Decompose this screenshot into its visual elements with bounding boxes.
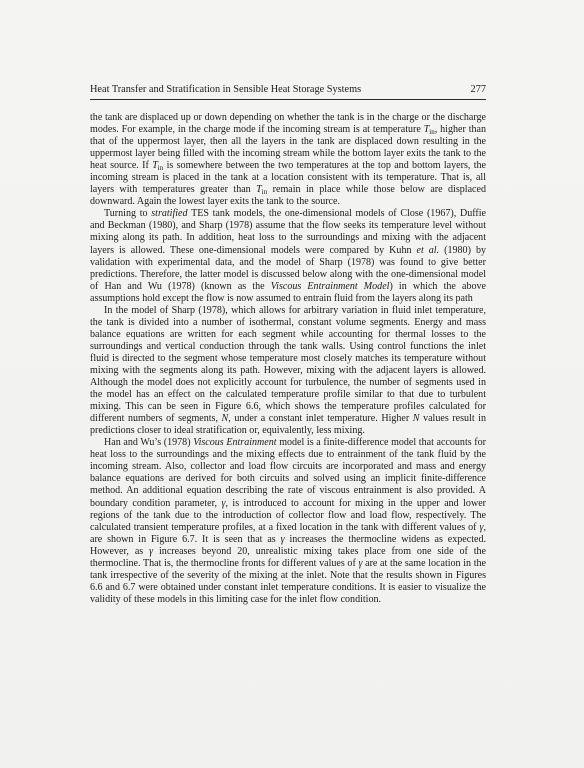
text-run: (1980) by validation with experimental data, and the model of Sharp (1978) was found to give better predictions. Therefore, the latter model is discussed below along with the one-dimensional model of Han and Wu (1978) (known as the <box>90 244 486 292</box>
text-run: values result in predictions closer to ideal stratification or, equivalently, less mixing. <box>90 413 487 437</box>
text-run: increases beyond 20, unrealistic mixing takes place from one side of the thermocline. That is, the thermocline fronts for different values of <box>90 545 486 569</box>
paragraph <box>90 437 486 606</box>
text-run: , are shown in Figure 6.7. It is seen that as <box>90 521 486 545</box>
subscript-text: in <box>157 164 164 173</box>
running-header <box>90 84 486 100</box>
italic-text: Viscous Entrainment Model <box>270 280 390 292</box>
text-run: TES tank models, the one-dimensional models of Close (1967), Duffie and Beckman (1980), and Sharp (1978) assume that the flow seeks its temperature level without mixing along its path. In addition, heat loss to the surroundings and mixing with the adjacent layers is allowed. These one-dimensional models were compared by Kuhn <box>90 208 486 256</box>
running-title: Heat Transfer and Stratification in Sensible Heat Storage Systems <box>90 84 362 95</box>
text-run: Turning to <box>104 208 152 220</box>
italic-text: γ <box>358 557 363 569</box>
italic-text: γ <box>280 533 285 545</box>
italic-text: stratified <box>151 208 188 220</box>
page-number: 277 <box>470 84 486 95</box>
text-run: , under a constant inlet temperature. Higher <box>228 413 413 425</box>
italic-text: γ <box>221 497 226 509</box>
italic-text: γ <box>479 521 484 533</box>
text-run: Han and Wu’s (1978) <box>104 437 194 449</box>
text-run: model is a finite-difference model that accounts for heat loss to the surroundings and the mixing effects due to entrainment of the tank fluid by the incoming stream. Also, collector and load flow circuits are incorporated and mass and energy balance equations are derived for both circuits and solved using an implicit finite-difference method. An additional equation describing the rate of viscous entrainment is also provided. A boundary condition parameter, <box>90 437 487 509</box>
italic-text: T <box>423 124 430 136</box>
paragraph <box>90 112 486 208</box>
subscript-text: in <box>261 188 268 197</box>
paragraph <box>90 208 486 304</box>
italic-text: et al. <box>416 244 440 256</box>
text-run: remain in place while those below are displaced downward. Again the lowest layer exits the tank to the source. <box>90 184 486 208</box>
paragraph <box>90 305 486 438</box>
subscript-text: in <box>429 128 435 137</box>
italic-text: N <box>412 413 420 425</box>
header-rule <box>90 99 486 100</box>
italic-text: γ <box>149 545 154 557</box>
text-run: , higher than that of the uppermost layer, then all the layers in the tank are displaced down resulting in the uppermost layer being filled with the incoming stream while the bottom layer exits the tank to the heat source. If <box>90 124 486 172</box>
text-run: is somewhere between the two temperatures at the top and bottom layers, the incoming stream is placed in the tank at a location consistent with its temperature. That is, all layers with temperatures greater than <box>90 160 486 196</box>
text-run: , is introduced to account for mixing in the upper and lower regions of the tank due to the introduction of collector flow and load flow, respectively. The calculated transient temperature profiles, at a fixed location in the tank with different values of <box>90 497 487 533</box>
italic-text: T <box>152 160 158 172</box>
text-run: In the model of Sharp (1978), which allows for arbitrary variation in fluid inlet temperature, the tank is divided into a number of isothermal, constant volume segments. Energy and mass balance equations are written for each segment while accounting for thermal losses to the surroundings and vertical conduction through the tank walls. Using control functions the inlet fluid is directed to the segment whose temperature most closely matches its temperature without mixing with the segments along its path. However, mixing with the adjacent layers is allowed. Although the model does not explicitly account for turbulence, the number of segments used in the model has an effect on the calculated temperature profile similar to that due to turbulent mixing. This can be seen in Figure 6.6, which shows the temperature profiles calculated for different numbers of segments, <box>90 304 486 425</box>
italic-text: Viscous Entrainment <box>193 437 277 449</box>
text-run: the tank are displaced up or down depending on whether the tank is in the charge or the discharge modes. For example, in the charge mode if the incoming stream is at temperature <box>90 112 486 136</box>
text-run: ) in which the above assumptions hold except the flow is now assumed to entrain fluid from the layers along its path <box>90 280 486 304</box>
body-text <box>90 112 486 606</box>
text-run: increases the thermocline widens as expected. However, as <box>90 533 487 557</box>
italic-text: N <box>221 413 229 425</box>
italic-text: T <box>256 184 262 196</box>
text-run: are at the same location in the tank irrespective of the severity of the mixing at the inlet. Note that the results shown in Figures 6.6 and 6.7 were obtained under constant inlet temperature conditions. It is easier to visualize the validity of these models in this limiting case for the inlet flow condition. <box>90 557 486 605</box>
